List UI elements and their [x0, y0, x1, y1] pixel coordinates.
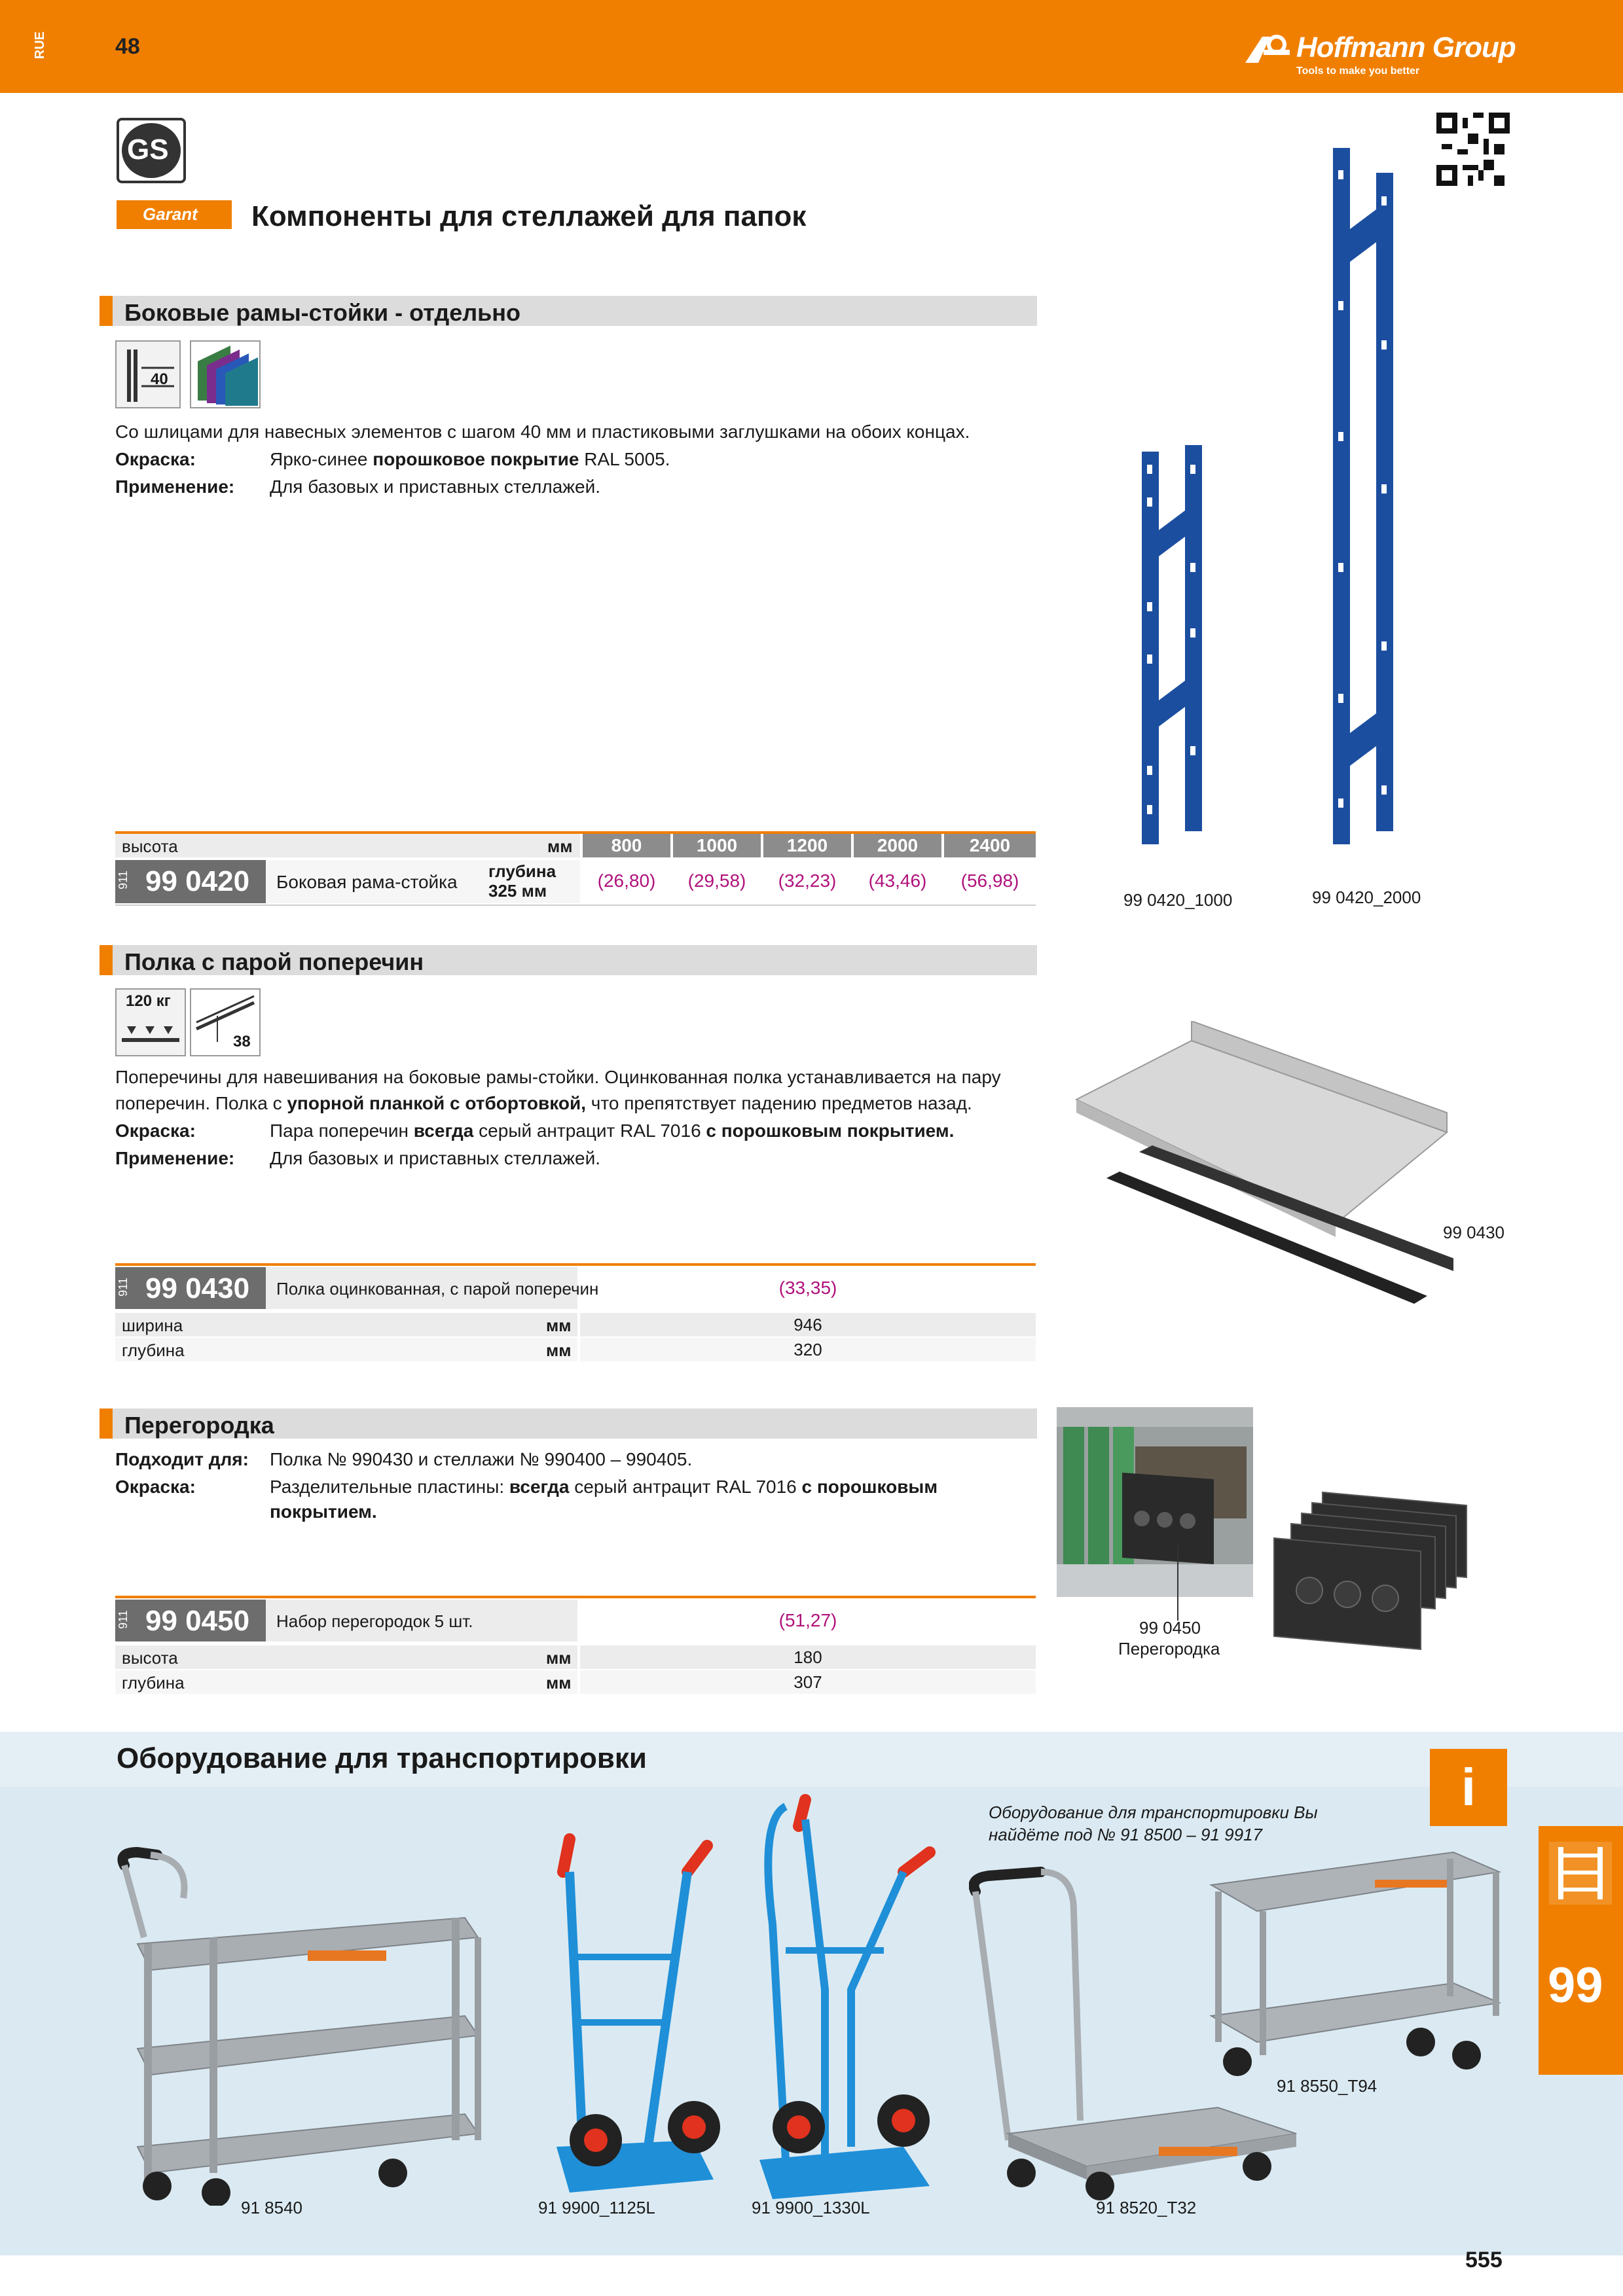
divider-finish-text-2: покрытием. — [270, 1501, 377, 1522]
product-name: Набор перегородок 5 шт. — [276, 1611, 473, 1631]
side-frames-image — [1133, 144, 1447, 857]
table-divider — [115, 1263, 1036, 1266]
qr-code-icon[interactable] — [1436, 113, 1510, 186]
divider-finish-text: Разделительные пластины: всегда серый антрацит RAL 7016 с порошковым — [270, 1477, 938, 1497]
garant-badge — [117, 200, 232, 229]
side-frames-use-text: Для базовых и приставных стеллажей. — [270, 476, 601, 497]
height-unit: мм — [547, 836, 573, 856]
cart-caption-8540: 91 8540 — [241, 2198, 302, 2217]
shelf-caption: 99 0430 — [1443, 1223, 1504, 1242]
width-label: ширина — [122, 1316, 183, 1335]
side-frames-description: Со шлицами для навесных элементов с шагом 40 мм и пластиковыми заглушками на обоих концах. — [115, 422, 970, 442]
product-cell — [266, 1267, 599, 1309]
section-shelf-header — [100, 945, 1037, 975]
divider-fits-label: Подходит для: — [115, 1449, 249, 1469]
hand-truck-caption-1125: 91 9900_1125L — [538, 2198, 655, 2217]
table-divider — [115, 905, 1036, 906]
table-row — [115, 834, 580, 857]
shelf-image — [1074, 1021, 1453, 1309]
shelf-edge-icon — [190, 988, 261, 1056]
price: (33,35) — [778, 1278, 837, 1298]
transport-note-1: Оборудование для транспортировки Вы — [989, 1803, 1318, 1822]
height-1200-header: 1200 — [763, 834, 851, 857]
divider-finish-label: Окраска: — [115, 1477, 196, 1497]
table-row — [115, 1670, 577, 1694]
divider-photo — [1057, 1407, 1253, 1597]
depth-value: 325 мм — [488, 881, 547, 901]
width-unit: мм — [546, 1316, 572, 1335]
side-frames-caption-1000: 99 0420_1000 — [1123, 890, 1233, 910]
hand-truck-caption-1330: 91 9900_1330L — [752, 2198, 870, 2217]
height-value: 180 — [580, 1645, 1036, 1669]
price-2400: (56,98) — [960, 870, 1019, 891]
two-shelf-cart-caption: 91 8550_T94 — [1277, 2076, 1377, 2096]
brand-name: Hoffmann Group — [1296, 31, 1516, 63]
transport-note-2: найдёте под № 91 8500 – 91 9917 — [989, 1825, 1263, 1844]
side-frames-use-label: Применение: — [115, 476, 235, 497]
hoffmann-logo-icon — [1244, 33, 1294, 64]
divider-set-image — [1270, 1479, 1480, 1656]
header-page-number: 48 — [115, 34, 140, 59]
article-number-box[interactable] — [115, 860, 266, 903]
height-label: высота — [122, 1648, 178, 1668]
page-title: Компоненты для стеллажей для папок — [251, 200, 807, 232]
page-number: 555 — [1465, 2248, 1503, 2272]
height-800-header: 800 — [583, 834, 670, 857]
side-frames-caption-2000: 99 0420_2000 — [1312, 888, 1421, 907]
height-2400-header: 2400 — [944, 834, 1036, 857]
caption-leader-line — [1177, 1545, 1178, 1621]
side-frames-finish-label: Окраска: — [115, 449, 196, 469]
depth-label: глубина — [122, 1340, 185, 1360]
divider-caption-number: 99 0450 — [1139, 1618, 1201, 1638]
hand-truck-1330-image — [746, 1793, 943, 2212]
shelf-description-1: Поперечины для навешивания на боковые рамы-стойки. Оцинкованная полка устанавливается на пару — [115, 1067, 1001, 1087]
gs-badge — [117, 118, 186, 183]
table-row — [115, 1338, 577, 1361]
hand-truck-1125-image — [543, 1826, 727, 2212]
section-side-frames-header — [100, 296, 1037, 326]
width-value: 946 — [580, 1313, 1036, 1336]
article-number-box[interactable] — [115, 1600, 266, 1641]
price-1000: (29,58) — [687, 870, 746, 891]
brand-logo — [1244, 29, 1519, 81]
depth-label: глубина — [488, 861, 556, 881]
gs-badge-text: GS — [127, 134, 169, 166]
price-2000: (43,46) — [868, 870, 927, 891]
platform-cart-caption: 91 8520_T32 — [1096, 2198, 1197, 2217]
shelf-description-2: поперечин. Полка с упорной планкой с отбортовкой, что препятствует падению предметов назад. — [115, 1093, 972, 1113]
divider-caption-label: Перегородка — [1118, 1639, 1220, 1659]
color-swatch-icon — [190, 340, 261, 408]
height-label: высота — [122, 836, 178, 856]
product-cell — [266, 860, 580, 903]
table-divider — [115, 1596, 1036, 1598]
article-number: 99 0450 — [145, 1605, 250, 1637]
load-capacity-value: 120 кг — [126, 992, 171, 1010]
product-name: Боковая рама-стойка — [276, 872, 458, 892]
article-prefix: 911 — [116, 1610, 130, 1629]
depth-value: 320 — [580, 1338, 1036, 1361]
shelf-finish-text: Пара поперечин всегда серый антрацит RAL 7016 с порошковым покрытием. — [270, 1121, 955, 1141]
price-1200: (32,23) — [778, 870, 837, 891]
height-1000-header: 1000 — [673, 834, 761, 857]
load-capacity-icon — [115, 988, 186, 1056]
three-shelf-cart-image — [111, 1846, 484, 2206]
brand-tagline: Tools to make you better — [1296, 65, 1420, 77]
article-prefix: 911 — [116, 1278, 130, 1297]
height-2000-header: 2000 — [854, 834, 941, 857]
section-side-frames-title: Боковые рамы-стойки - отдельно — [124, 299, 520, 326]
table-row — [115, 1645, 577, 1669]
article-number-box[interactable] — [115, 1267, 266, 1309]
section-divider-title: Перегородка — [124, 1412, 274, 1439]
shelf-use-label: Применение: — [115, 1148, 235, 1168]
shelf-finish-label: Окраска: — [115, 1121, 196, 1141]
info-icon[interactable]: i — [1430, 1749, 1507, 1826]
depth-unit: мм — [546, 1673, 572, 1693]
height-unit: мм — [546, 1648, 572, 1668]
depth-unit: мм — [546, 1340, 572, 1360]
product-name: Полка оцинкованная, с парой поперечин — [276, 1279, 599, 1299]
depth-value: 307 — [580, 1670, 1036, 1694]
table-row — [115, 1313, 577, 1336]
price: (51,27) — [778, 1610, 837, 1630]
side-frames-finish-text: Ярко-синее порошковое покрытие RAL 5005. — [270, 449, 670, 469]
shelf-use-text: Для базовых и приставных стеллажей. — [270, 1148, 601, 1168]
transport-title: Оборудование для транспортировки — [117, 1742, 647, 1774]
article-number: 99 0420 — [145, 865, 250, 897]
shelving-icon — [1549, 1842, 1612, 1905]
product-cell — [266, 1600, 577, 1641]
shelf-edge-value: 38 — [233, 1033, 251, 1050]
two-shelf-cart-image — [1205, 1846, 1506, 2094]
garant-badge-text: Garant — [143, 204, 198, 224]
article-number: 99 0430 — [145, 1272, 250, 1304]
article-prefix: 911 — [116, 870, 130, 889]
divider-fits-text: Полка № 990430 и стеллажи № 990400 – 990405. — [270, 1449, 693, 1469]
price-800: (26,80) — [597, 870, 656, 891]
section-divider-header — [100, 1408, 1037, 1439]
slot-pitch-icon — [115, 340, 181, 408]
language-code: RUE — [33, 31, 47, 60]
slot-pitch-value: 40 — [151, 370, 168, 388]
section-shelf-title: Полка с парой поперечин — [124, 948, 424, 975]
depth-label: глубина — [122, 1673, 185, 1693]
chapter-number: 99 — [1548, 1958, 1603, 2013]
chapter-tab[interactable] — [1539, 1826, 1623, 2075]
